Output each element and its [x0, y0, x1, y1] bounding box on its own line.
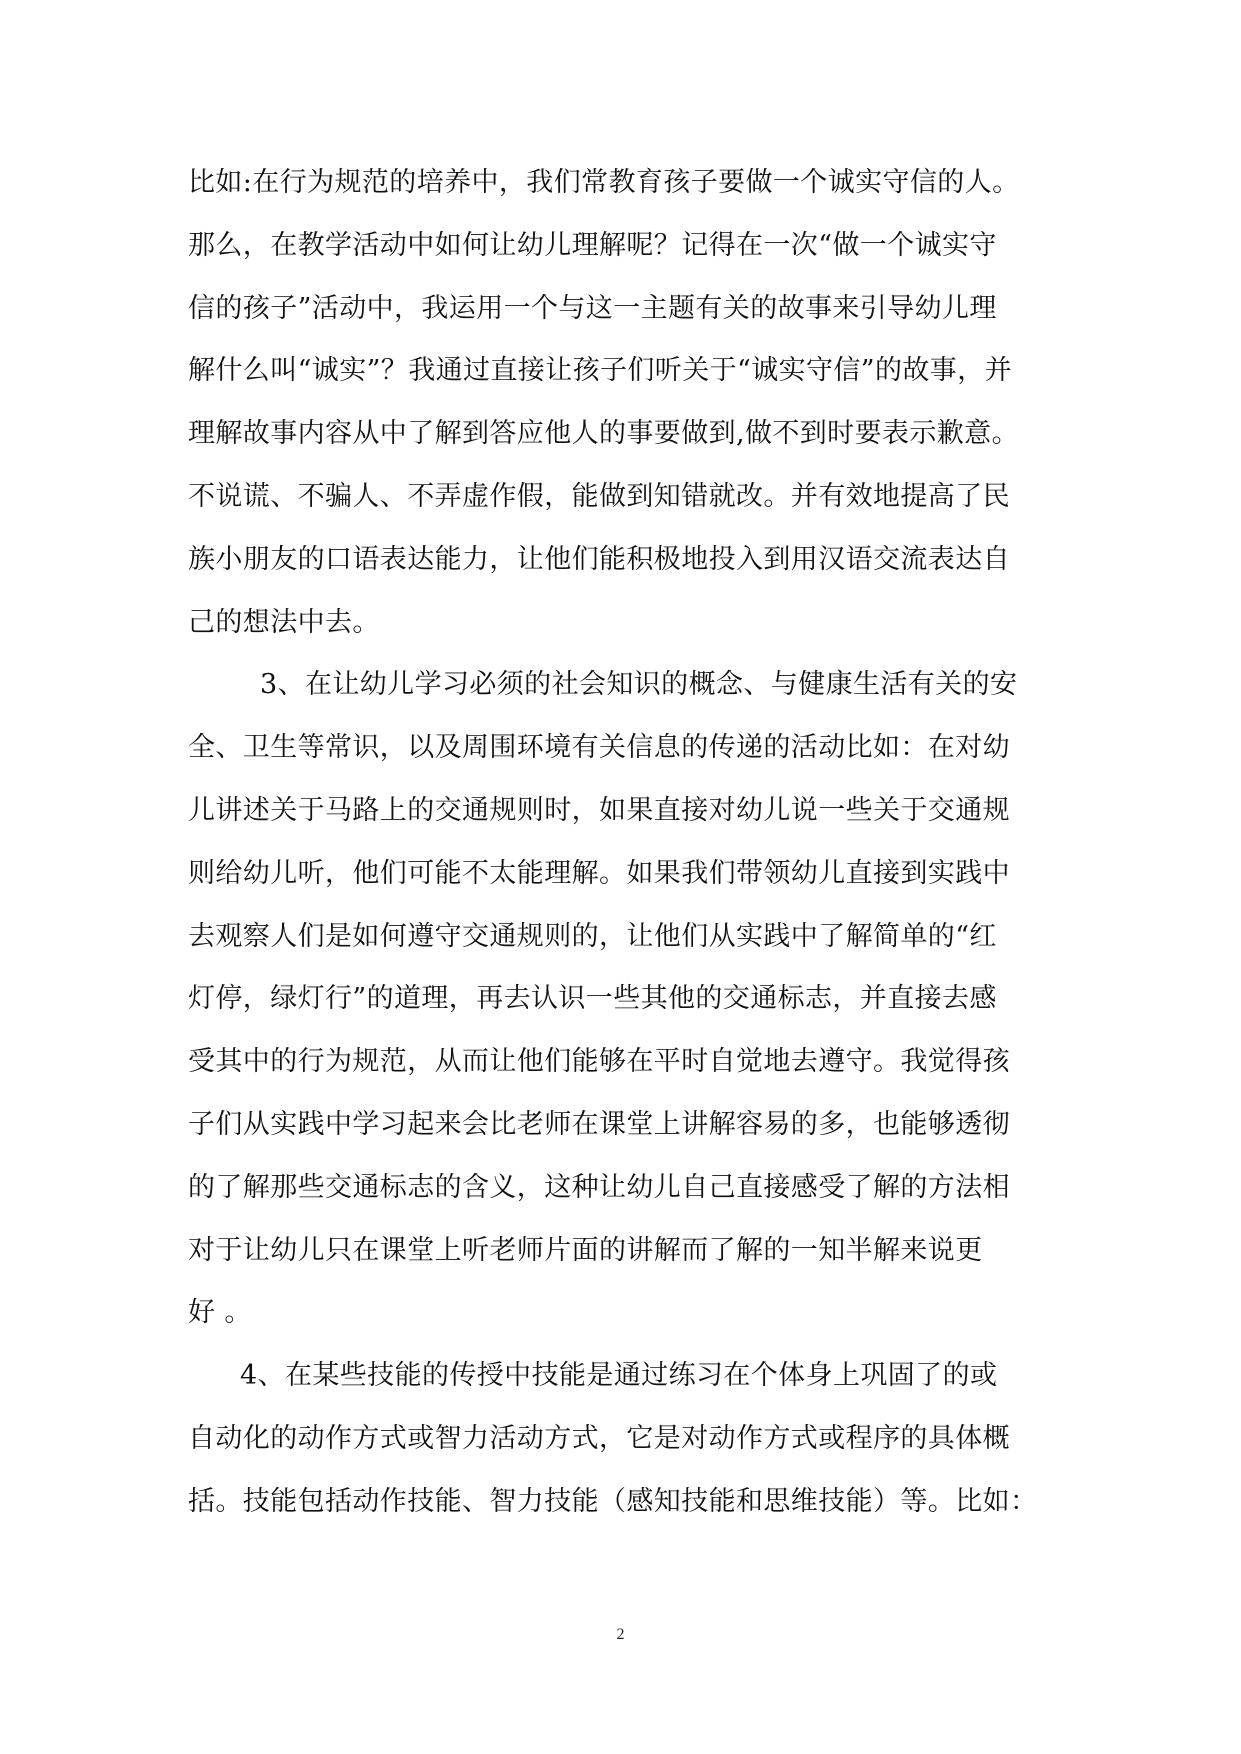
- text-line: 儿讲述关于马路上的交通规则时，如果直接对幼儿说一些关于交通规: [188, 794, 1010, 826]
- text-line: 那么，在教学活动中如何让幼儿理解呢？记得在一次“做一个诚实守: [188, 229, 997, 261]
- text-line: 理解故事内容从中了解到答应他人的事要做到,做不到时要表示歉意。: [188, 418, 1019, 450]
- text-line: 子们从实践中学习起来会比老师在课堂上讲解容易的多，也能够透彻: [188, 1108, 1010, 1140]
- text-line: 不说谎、不骗人、不弄虚作假，能做到知错就改。并有效地提高了民: [188, 480, 1010, 512]
- page-number: 2: [616, 1626, 625, 1643]
- text-line: 对于让幼儿只在课堂上听老师片面的讲解而了解的一知半解来说更: [188, 1234, 983, 1266]
- text-line: 括。技能包括动作技能、智力技能（感知技能和思维技能）等。比如：: [188, 1485, 1038, 1517]
- paragraph-4-first-line: 4、在某些技能的传授中技能是通过练习在个体身上巩固了的或: [240, 1360, 998, 1392]
- paragraph-3-first-line: 3、在让幼儿学习必须的社会知识的概念、与健康生活有关的安: [260, 669, 1018, 701]
- body-text: [188, 152, 1058, 1534]
- text-line: 全、卫生等常识，以及周围环境有关信息的传递的活动比如：在对幼: [188, 732, 1010, 764]
- text-line: 的了解那些交通标志的含义，这种让幼儿自己直接感受了解的方法相: [188, 1171, 1010, 1203]
- text-line: 去观察人们是如何遵守交通规则的，让他们从实践中了解简单的“红: [188, 920, 997, 952]
- text-line: 己的想法中去。: [188, 606, 380, 638]
- text-line: 族小朋友的口语表达能力，让他们能积极地投入到用汉语交流表达自: [188, 543, 1010, 575]
- text-line: 自动化的动作方式或智力活动方式，它是对动作方式或程序的具体概: [188, 1422, 1010, 1454]
- text-line: 则给幼儿听，他们可能不太能理解。如果我们带领幼儿直接到实践中: [188, 857, 1010, 889]
- text-line: 比如:在行为规范的培养中，我们常教育孩子要做一个诚实守信的人。: [188, 167, 1020, 198]
- text-line: 信的孩子”活动中，我运用一个与这一主题有关的故事来引导幼儿理: [188, 292, 997, 324]
- text-line: 解什么叫“诚实”？我通过直接让孩子们听关于“诚实守信”的故事，并: [188, 355, 1013, 387]
- text-line: 灯停，绿灯行”的道理，再去认识一些其他的交通标志，并直接去感: [188, 983, 997, 1015]
- text-line: 受其中的行为规范，从而让他们能够在平时自觉地去遵守。我觉得孩: [188, 1046, 1010, 1078]
- text-line: 好 。: [188, 1297, 252, 1329]
